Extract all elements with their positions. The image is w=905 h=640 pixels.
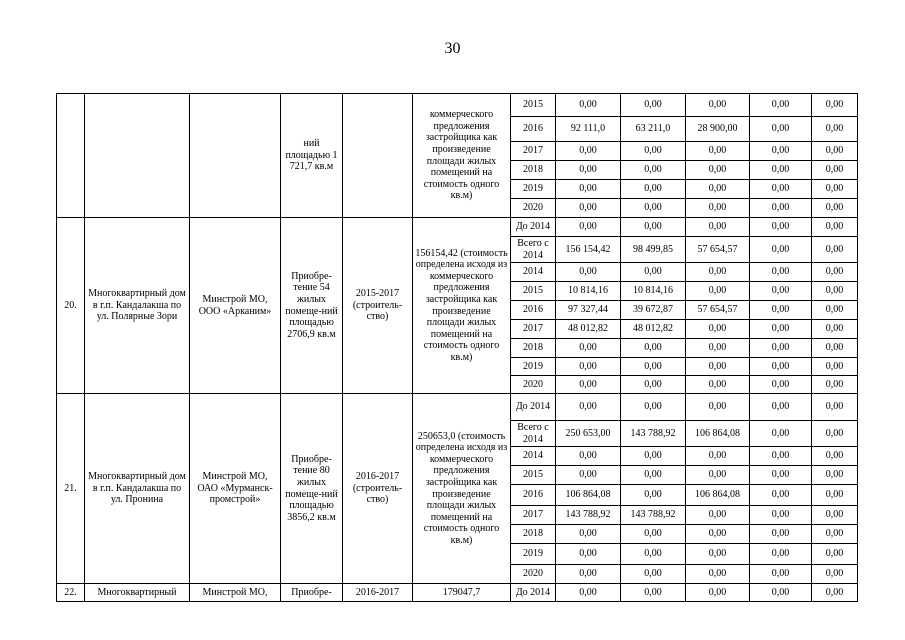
table-row [57, 94, 858, 117]
value-cell: 0,00 [812, 565, 858, 584]
value-cell: 0,00 [686, 525, 750, 544]
value-cell: 0,00 [686, 263, 750, 282]
value-cell: 0,00 [556, 218, 621, 237]
value-cell: 0,00 [750, 263, 812, 282]
index-cell [57, 94, 85, 218]
value-cell: 0,00 [556, 584, 621, 602]
value-cell: 0,00 [812, 525, 858, 544]
value-cell: 0,00 [621, 376, 686, 394]
value-cell: 0,00 [750, 565, 812, 584]
year-cell: 2020 [511, 376, 556, 394]
value-cell: 0,00 [812, 447, 858, 466]
year-cell: 2018 [511, 161, 556, 180]
value-cell: 0,00 [812, 376, 858, 394]
value-cell: 0,00 [812, 142, 858, 161]
object-cell: Многоквартирный дом в г.п. Кандалакша по ул. Пронина [85, 394, 190, 584]
value-cell: 0,00 [621, 142, 686, 161]
value-cell: 39 672,87 [621, 301, 686, 320]
value-cell: 0,00 [812, 466, 858, 485]
year-cell: 2020 [511, 199, 556, 218]
value-cell: 0,00 [750, 394, 812, 421]
table-row [57, 394, 858, 421]
value-cell: 0,00 [621, 584, 686, 602]
value-cell: 0,00 [750, 142, 812, 161]
value-cell: 0,00 [686, 376, 750, 394]
customer-cell: Минстрой МО, [190, 584, 281, 602]
value-cell: 48 012,82 [556, 320, 621, 339]
value-cell: 0,00 [812, 506, 858, 525]
value-cell: 0,00 [812, 199, 858, 218]
value-cell: 0,00 [686, 142, 750, 161]
year-cell: 2019 [511, 180, 556, 199]
year-cell: 2015 [511, 282, 556, 301]
value-cell: 0,00 [812, 485, 858, 506]
value-cell: 0,00 [812, 161, 858, 180]
value-cell: 0,00 [686, 394, 750, 421]
value-cell: 0,00 [750, 320, 812, 339]
year-cell: 2017 [511, 142, 556, 161]
cost-cell: 250653,0 (стоимость определена исходя из коммерческого предложения застройщика как произведение площади жилых помещений на стоимость одного кв.м) [413, 394, 511, 584]
value-cell: 0,00 [621, 525, 686, 544]
year-cell: 2018 [511, 339, 556, 358]
value-cell: 0,00 [621, 180, 686, 199]
year-cell: 2014 [511, 447, 556, 466]
value-cell: 0,00 [556, 199, 621, 218]
customer-cell: Минстрой МО, ОАО «Мурманск-промстрой» [190, 394, 281, 584]
value-cell: 0,00 [750, 485, 812, 506]
volume-cell: Приобре- [281, 584, 343, 602]
value-cell: 250 653,00 [556, 421, 621, 447]
object-cell: Многоквартирный дом в г.п. Кандалакша по ул. Полярные Зори [85, 218, 190, 394]
value-cell: 0,00 [812, 544, 858, 565]
customer-cell: Минстрой МО, ООО «Арканим» [190, 218, 281, 394]
value-cell: 143 788,92 [621, 421, 686, 447]
value-cell: 143 788,92 [556, 506, 621, 525]
value-cell: 0,00 [812, 237, 858, 263]
index-cell: 21. [57, 394, 85, 584]
value-cell: 0,00 [750, 447, 812, 466]
value-cell: 0,00 [750, 237, 812, 263]
value-cell: 0,00 [621, 263, 686, 282]
value-cell: 0,00 [556, 161, 621, 180]
year-cell: 2019 [511, 544, 556, 565]
value-cell: 0,00 [556, 358, 621, 376]
value-cell: 92 111,0 [556, 117, 621, 142]
value-cell: 0,00 [812, 394, 858, 421]
value-cell: 0,00 [556, 394, 621, 421]
customer-cell [190, 94, 281, 218]
table-row [57, 584, 858, 602]
value-cell: 0,00 [621, 447, 686, 466]
value-cell: 0,00 [686, 447, 750, 466]
value-cell: 0,00 [812, 218, 858, 237]
value-cell: 0,00 [621, 199, 686, 218]
value-cell: 0,00 [686, 466, 750, 485]
value-cell: 0,00 [556, 376, 621, 394]
value-cell: 0,00 [812, 282, 858, 301]
value-cell: 0,00 [686, 218, 750, 237]
value-cell: 28 900,00 [686, 117, 750, 142]
value-cell: 0,00 [686, 565, 750, 584]
value-cell: 106 864,08 [686, 485, 750, 506]
value-cell: 0,00 [556, 339, 621, 358]
value-cell: 0,00 [812, 180, 858, 199]
index-cell: 22. [57, 584, 85, 602]
value-cell: 0,00 [686, 358, 750, 376]
value-cell: 57 654,57 [686, 237, 750, 263]
value-cell: 0,00 [556, 263, 621, 282]
year-cell: 2015 [511, 94, 556, 117]
value-cell: 0,00 [750, 180, 812, 199]
period-cell: 2016-2017 [343, 584, 413, 602]
value-cell: 0,00 [750, 584, 812, 602]
budget-table [56, 93, 858, 602]
value-cell: 0,00 [686, 161, 750, 180]
value-cell: 57 654,57 [686, 301, 750, 320]
value-cell: 10 814,16 [621, 282, 686, 301]
table-row [57, 218, 858, 237]
value-cell: 0,00 [621, 394, 686, 421]
value-cell: 0,00 [750, 421, 812, 447]
value-cell: 0,00 [686, 544, 750, 565]
year-cell: 2020 [511, 565, 556, 584]
value-cell: 0,00 [621, 565, 686, 584]
value-cell: 0,00 [750, 94, 812, 117]
value-cell: 0,00 [750, 301, 812, 320]
value-cell: 0,00 [556, 525, 621, 544]
value-cell: 0,00 [750, 199, 812, 218]
cost-cell: 179047,7 [413, 584, 511, 602]
value-cell: 0,00 [750, 506, 812, 525]
value-cell: 0,00 [812, 358, 858, 376]
value-cell: 106 864,08 [686, 421, 750, 447]
value-cell: 0,00 [750, 376, 812, 394]
value-cell: 0,00 [812, 117, 858, 142]
value-cell: 0,00 [812, 263, 858, 282]
value-cell: 0,00 [750, 466, 812, 485]
value-cell: 0,00 [621, 218, 686, 237]
year-cell: 2017 [511, 320, 556, 339]
year-cell: 2016 [511, 485, 556, 506]
value-cell: 143 788,92 [621, 506, 686, 525]
year-cell: До 2014 [511, 218, 556, 237]
value-cell: 0,00 [750, 339, 812, 358]
value-cell: 0,00 [556, 544, 621, 565]
value-cell: 106 864,08 [556, 485, 621, 506]
value-cell: 10 814,16 [556, 282, 621, 301]
period-cell: 2016-2017 (строитель-ство) [343, 394, 413, 584]
year-cell: До 2014 [511, 584, 556, 602]
value-cell: 0,00 [556, 466, 621, 485]
period-cell [343, 94, 413, 218]
volume-cell: Приобре-тение 80 жилых помеще-ний площадью 3856,2 кв.м [281, 394, 343, 584]
period-cell: 2015-2017 (строитель-ство) [343, 218, 413, 394]
year-cell: 2019 [511, 358, 556, 376]
value-cell: 0,00 [621, 339, 686, 358]
value-cell: 0,00 [556, 565, 621, 584]
value-cell: 0,00 [686, 282, 750, 301]
value-cell: 0,00 [621, 544, 686, 565]
volume-cell: ний площадью 1 721,7 кв.м [281, 94, 343, 218]
value-cell: 0,00 [812, 301, 858, 320]
year-cell: Всего с 2014 [511, 237, 556, 263]
value-cell: 0,00 [750, 544, 812, 565]
value-cell: 0,00 [686, 506, 750, 525]
value-cell: 63 211,0 [621, 117, 686, 142]
value-cell: 0,00 [812, 421, 858, 447]
year-cell: 2016 [511, 117, 556, 142]
value-cell: 0,00 [686, 584, 750, 602]
cost-cell: коммерческого предложения застройщика как произведение площади жилых помещений на стоимость одного кв.м) [413, 94, 511, 218]
value-cell: 0,00 [686, 199, 750, 218]
value-cell: 0,00 [621, 358, 686, 376]
value-cell: 0,00 [621, 466, 686, 485]
value-cell: 0,00 [812, 339, 858, 358]
year-cell: 2018 [511, 525, 556, 544]
value-cell: 0,00 [556, 447, 621, 466]
value-cell: 0,00 [556, 142, 621, 161]
year-cell: Всего с 2014 [511, 421, 556, 447]
year-cell: 2016 [511, 301, 556, 320]
value-cell: 0,00 [812, 94, 858, 117]
value-cell: 0,00 [750, 161, 812, 180]
value-cell: 156 154,42 [556, 237, 621, 263]
value-cell: 0,00 [686, 320, 750, 339]
cost-cell: 156154,42 (стоимость определена исходя из коммерческого предложения застройщика как произведение площади жилых помещений на стоимость одного кв.м) [413, 218, 511, 394]
value-cell: 0,00 [556, 94, 621, 117]
value-cell: 0,00 [686, 180, 750, 199]
value-cell: 0,00 [621, 94, 686, 117]
value-cell: 98 499,85 [621, 237, 686, 263]
value-cell: 0,00 [750, 117, 812, 142]
value-cell: 0,00 [686, 94, 750, 117]
page-number: 30 [444, 40, 461, 57]
value-cell: 0,00 [621, 161, 686, 180]
value-cell: 0,00 [750, 282, 812, 301]
year-cell: 2017 [511, 506, 556, 525]
value-cell: 0,00 [812, 584, 858, 602]
value-cell: 0,00 [556, 180, 621, 199]
value-cell: 0,00 [750, 358, 812, 376]
volume-cell: Приобре-тение 54 жилых помеще-ний площадью 2706,9 кв.м [281, 218, 343, 394]
object-cell: Многоквартирный [85, 584, 190, 602]
value-cell: 0,00 [621, 485, 686, 506]
object-cell [85, 94, 190, 218]
year-cell: 2015 [511, 466, 556, 485]
value-cell: 0,00 [750, 218, 812, 237]
value-cell: 48 012,82 [621, 320, 686, 339]
index-cell: 20. [57, 218, 85, 394]
value-cell: 0,00 [812, 320, 858, 339]
year-cell: До 2014 [511, 394, 556, 421]
value-cell: 0,00 [750, 525, 812, 544]
value-cell: 97 327,44 [556, 301, 621, 320]
year-cell: 2014 [511, 263, 556, 282]
value-cell: 0,00 [686, 339, 750, 358]
